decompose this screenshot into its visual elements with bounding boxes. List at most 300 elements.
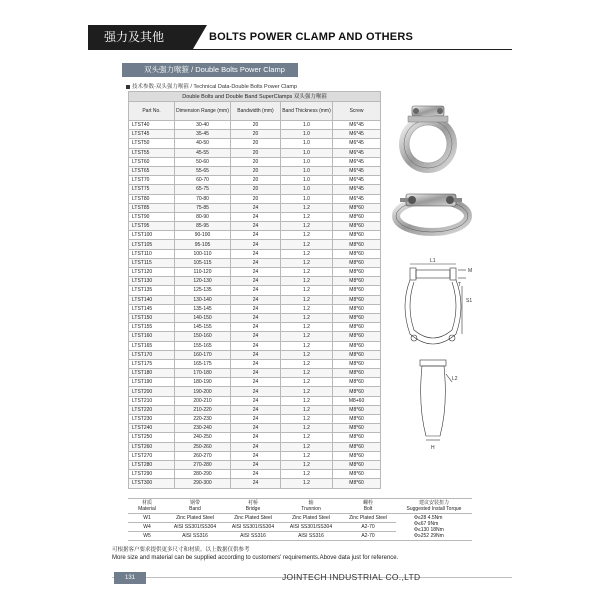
cell-screw: M6*45 — [333, 121, 381, 130]
cell-dimension: 250-260 — [175, 442, 231, 451]
cell-thickness: 1.2 — [281, 415, 333, 424]
cell-dimension: 230-240 — [175, 424, 231, 433]
cell-bandwidth: 24 — [231, 415, 281, 424]
cell-thickness: 1.2 — [281, 442, 333, 451]
cell-dimension: 210-220 — [175, 405, 231, 414]
cell-bandwidth: 24 — [231, 231, 281, 240]
cell-thickness: 1.2 — [281, 332, 333, 341]
mat-header-band — [166, 499, 224, 514]
mat-cell: W1 — [128, 514, 166, 523]
cell-bandwidth: 24 — [231, 203, 281, 212]
cell-part-no: LTST40 — [129, 121, 175, 130]
cell-part-no: LTST50 — [129, 139, 175, 148]
cell-bandwidth: 24 — [231, 212, 281, 221]
cell-screw: M8*60 — [333, 203, 381, 212]
cell-thickness: 1.2 — [281, 258, 333, 267]
cell-bandwidth: 24 — [231, 323, 281, 332]
cell-part-no: LTST130 — [129, 277, 175, 286]
cell-part-no: LTST60 — [129, 157, 175, 166]
cell-screw: M8*60 — [333, 323, 381, 332]
col-header-dimension: Dimension Range (mm) — [175, 102, 231, 121]
table-caption: Double Bolts and Double Band SuperClamps 双头强力喉箍 — [129, 92, 381, 102]
table-row — [129, 424, 381, 433]
cell-dimension: 75-85 — [175, 203, 231, 212]
dim-label-l1: L1 — [430, 258, 436, 264]
cell-dimension: 100-110 — [175, 249, 231, 258]
mat-header-torque-en: Suggested Install Torque — [406, 506, 462, 512]
cell-bandwidth: 24 — [231, 295, 281, 304]
header-title-cn: 强力及其他 — [88, 25, 193, 49]
cell-part-no: LTST165 — [129, 341, 175, 350]
table-row — [129, 176, 381, 185]
table-row — [129, 433, 381, 442]
mat-cell: Zinc Plated Steel — [166, 514, 224, 523]
col-header-part-no: Part No. — [129, 102, 175, 121]
cell-dimension: 165-175 — [175, 359, 231, 368]
cell-thickness: 1.2 — [281, 323, 333, 332]
table-row — [129, 313, 381, 322]
cell-thickness: 1.2 — [281, 470, 333, 479]
cell-bandwidth: 24 — [231, 249, 281, 258]
table-row — [129, 359, 381, 368]
cell-dimension: 35-45 — [175, 130, 231, 139]
table-row — [129, 139, 381, 148]
cell-part-no: LTST180 — [129, 369, 175, 378]
clamp-technical-drawing — [396, 256, 476, 466]
cell-thickness: 1.2 — [281, 433, 333, 442]
table-row — [129, 268, 381, 277]
cell-part-no: LTST170 — [129, 350, 175, 359]
mat-cell: A2-70 — [340, 532, 396, 541]
mat-cell: AISI SS301/SS304 — [166, 523, 224, 532]
cell-bandwidth: 24 — [231, 479, 281, 488]
cell-thickness: 1.0 — [281, 176, 333, 185]
cell-dimension: 40-50 — [175, 139, 231, 148]
table-row — [129, 442, 381, 451]
cell-dimension: 180-190 — [175, 378, 231, 387]
mat-header-torque — [396, 499, 472, 514]
cell-bandwidth: 24 — [231, 470, 281, 479]
table-row — [129, 295, 381, 304]
table-row — [129, 212, 381, 221]
torque-list — [396, 514, 472, 541]
cell-screw: M8*60 — [333, 415, 381, 424]
mat-cell: AISI SS301/SS304 — [282, 523, 340, 532]
table-row — [129, 350, 381, 359]
cell-bandwidth: 20 — [231, 157, 281, 166]
cell-part-no: LTST160 — [129, 332, 175, 341]
cell-screw: M8*60 — [333, 369, 381, 378]
mat-header-trunnion-en: Trunnion — [301, 506, 321, 512]
cell-part-no: LTST70 — [129, 176, 175, 185]
col-header-screw: Screw — [333, 102, 381, 121]
dim-label-t: T — [458, 282, 462, 288]
table-row — [129, 332, 381, 341]
cell-screw: M8*60 — [333, 442, 381, 451]
table-row — [129, 222, 381, 231]
table-row — [129, 166, 381, 175]
cell-dimension: 80-90 — [175, 212, 231, 221]
cell-bandwidth: 24 — [231, 240, 281, 249]
cell-thickness: 1.2 — [281, 396, 333, 405]
cell-bandwidth: 24 — [231, 277, 281, 286]
cell-thickness: 1.0 — [281, 139, 333, 148]
cell-dimension: 135-145 — [175, 304, 231, 313]
cell-thickness: 1.2 — [281, 212, 333, 221]
cell-dimension: 130-140 — [175, 295, 231, 304]
cell-screw: M8*60 — [333, 387, 381, 396]
cell-thickness: 1.0 — [281, 148, 333, 157]
cell-screw: M8*60 — [333, 460, 381, 469]
mat-cell: W5 — [128, 532, 166, 541]
cell-screw: M8*60 — [333, 212, 381, 221]
cell-screw: M8*60 — [333, 341, 381, 350]
cell-bandwidth: 24 — [231, 222, 281, 231]
table-row — [129, 405, 381, 414]
torque-item: Φ≤28 4.5Nm — [414, 515, 443, 521]
cell-dimension: 85-95 — [175, 222, 231, 231]
cell-screw: M6*45 — [333, 130, 381, 139]
cell-screw: M6*45 — [333, 194, 381, 203]
mat-header-torque-cn: 建议安装扭力 — [418, 500, 449, 506]
cell-dimension: 105-115 — [175, 258, 231, 267]
cell-screw: M8*60 — [333, 295, 381, 304]
cell-thickness: 1.2 — [281, 405, 333, 414]
table-row — [129, 231, 381, 240]
cell-screw: M8*60 — [333, 405, 381, 414]
col-header-bandwidth: Bandwidth (mm) — [231, 102, 281, 121]
cell-part-no: LTST260 — [129, 442, 175, 451]
cell-part-no: LTST120 — [129, 268, 175, 277]
table-row — [129, 286, 381, 295]
cell-dimension: 150-160 — [175, 332, 231, 341]
table-row — [129, 460, 381, 469]
cell-part-no: LTST90 — [129, 212, 175, 221]
cell-bandwidth: 20 — [231, 121, 281, 130]
cell-part-no: LTST220 — [129, 405, 175, 414]
cell-thickness: 1.0 — [281, 166, 333, 175]
cell-dimension: 55-65 — [175, 166, 231, 175]
cell-part-no: LTST80 — [129, 194, 175, 203]
spec-table — [128, 91, 381, 489]
clamp-photo-angle — [392, 188, 472, 236]
dim-label-s1: S1 — [466, 298, 473, 304]
cell-thickness: 1.2 — [281, 222, 333, 231]
square-bullet-icon — [126, 85, 130, 89]
cell-dimension: 110-120 — [175, 268, 231, 277]
cell-part-no: LTST250 — [129, 433, 175, 442]
cell-thickness: 1.0 — [281, 121, 333, 130]
table-row — [129, 304, 381, 313]
mat-cell: AISI SS316 — [224, 532, 282, 541]
cell-part-no: LTST45 — [129, 130, 175, 139]
mat-header-material-cn: 材质 — [141, 500, 152, 506]
cell-dimension: 260-270 — [175, 451, 231, 460]
cell-part-no: LTST230 — [129, 415, 175, 424]
dim-label-h: H — [431, 445, 435, 451]
cell-screw: M8*60 — [333, 304, 381, 313]
cell-dimension: 90-100 — [175, 231, 231, 240]
cell-bandwidth: 24 — [231, 268, 281, 277]
cell-bandwidth: 20 — [231, 148, 281, 157]
cell-thickness: 1.2 — [281, 424, 333, 433]
cell-screw: M6*45 — [333, 166, 381, 175]
cell-part-no: LTST65 — [129, 166, 175, 175]
table-row — [129, 470, 381, 479]
cell-screw: M8*60 — [333, 451, 381, 460]
table-row — [129, 451, 381, 460]
cell-part-no: LTST145 — [129, 304, 175, 313]
tech-data-text: 技术参数-双头强力喉箍 / Technical Data-Double Bolts Power Clamp — [132, 84, 298, 90]
cell-screw: M8*60 — [333, 313, 381, 322]
cell-bandwidth: 24 — [231, 359, 281, 368]
cell-bandwidth: 24 — [231, 460, 281, 469]
cell-screw: M8*60 — [333, 286, 381, 295]
table-row — [129, 194, 381, 203]
table-row — [129, 387, 381, 396]
cell-dimension: 200-210 — [175, 396, 231, 405]
mat-header-bolt — [340, 499, 396, 514]
cell-part-no: LTST300 — [129, 479, 175, 488]
cell-dimension: 270-280 — [175, 460, 231, 469]
header-title-en: BOLTS POWER CLAMP AND OTHERS — [209, 31, 414, 43]
cell-thickness: 1.2 — [281, 277, 333, 286]
mat-header-material — [128, 499, 166, 514]
cell-part-no: LTST200 — [129, 387, 175, 396]
cell-screw: M8*60 — [333, 240, 381, 249]
cell-bandwidth: 24 — [231, 350, 281, 359]
cell-bandwidth: 24 — [231, 369, 281, 378]
cell-bandwidth: 20 — [231, 166, 281, 175]
mat-cell: Zinc Plated Steel — [224, 514, 282, 523]
tech-data-label — [126, 82, 297, 90]
cell-bandwidth: 24 — [231, 341, 281, 350]
mat-header-bolt-cn: 螺栓 — [362, 500, 373, 506]
table-row — [129, 415, 381, 424]
cell-bandwidth: 24 — [231, 451, 281, 460]
mat-header-bridge-en: Bridge — [245, 506, 261, 512]
cell-dimension: 220-230 — [175, 415, 231, 424]
cell-part-no: LTST110 — [129, 249, 175, 258]
cell-dimension: 145-155 — [175, 323, 231, 332]
cell-bandwidth: 24 — [231, 396, 281, 405]
dim-label-m: M — [468, 268, 473, 274]
cell-screw: M8*60 — [333, 359, 381, 368]
table-row — [129, 323, 381, 332]
cell-screw: M8*60 — [333, 222, 381, 231]
cell-bandwidth: 20 — [231, 139, 281, 148]
cell-bandwidth: 20 — [231, 185, 281, 194]
table-row — [129, 148, 381, 157]
cell-thickness: 1.2 — [281, 249, 333, 258]
cell-bandwidth: 24 — [231, 405, 281, 414]
table-row — [129, 249, 381, 258]
cell-bandwidth: 24 — [231, 332, 281, 341]
cell-part-no: LTST95 — [129, 222, 175, 231]
cell-thickness: 1.0 — [281, 194, 333, 203]
cell-part-no: LTST270 — [129, 451, 175, 460]
cell-screw: M6*45 — [333, 185, 381, 194]
cell-bandwidth: 24 — [231, 286, 281, 295]
cell-thickness: 1.2 — [281, 240, 333, 249]
cell-thickness: 1.2 — [281, 231, 333, 240]
cell-thickness: 1.2 — [281, 451, 333, 460]
mat-header-material-en: Material — [138, 506, 156, 512]
cell-bandwidth: 24 — [231, 304, 281, 313]
cell-dimension: 65-75 — [175, 185, 231, 194]
cell-thickness: 1.2 — [281, 286, 333, 295]
cell-part-no: LTST85 — [129, 203, 175, 212]
cell-screw: M8*60 — [333, 258, 381, 267]
cell-dimension: 190-200 — [175, 387, 231, 396]
cell-bandwidth: 20 — [231, 176, 281, 185]
cell-thickness: 1.2 — [281, 203, 333, 212]
dim-label-l2: L2 — [452, 376, 458, 382]
cell-screw: M8*60 — [333, 231, 381, 240]
cell-screw: M8*60 — [333, 350, 381, 359]
cell-screw: M6*45 — [333, 139, 381, 148]
torque-item: Φ≥252 29Nm — [414, 533, 444, 539]
cell-dimension: 280-290 — [175, 470, 231, 479]
mat-cell: AISI SS316 — [166, 532, 224, 541]
cell-dimension: 45-55 — [175, 148, 231, 157]
cell-part-no: LTST100 — [129, 231, 175, 240]
section-title: 双头强力喉箍 / Double Bolts Power Clamp — [122, 63, 298, 77]
cell-thickness: 1.2 — [281, 460, 333, 469]
cell-screw: M8*60 — [333, 249, 381, 258]
cell-thickness: 1.2 — [281, 350, 333, 359]
cell-screw: M6*45 — [333, 176, 381, 185]
cell-part-no: LTST280 — [129, 460, 175, 469]
mat-header-bridge — [224, 499, 282, 514]
cell-thickness: 1.2 — [281, 341, 333, 350]
cell-bandwidth: 24 — [231, 424, 281, 433]
cell-part-no: LTST190 — [129, 378, 175, 387]
cell-dimension: 120-130 — [175, 277, 231, 286]
cell-part-no: LTST140 — [129, 295, 175, 304]
torque-item: Φ≤130 18Nm — [414, 527, 444, 533]
mat-header-band-cn: 钢带 — [189, 500, 200, 506]
table-row — [129, 121, 381, 130]
mat-cell: AISI SS316 — [282, 532, 340, 541]
mat-header-band-en: Band — [189, 506, 201, 512]
mat-header-trunnion — [282, 499, 340, 514]
cell-part-no: LTST175 — [129, 359, 175, 368]
cell-dimension: 95-105 — [175, 240, 231, 249]
cell-dimension: 140-150 — [175, 313, 231, 322]
cell-dimension: 170-180 — [175, 369, 231, 378]
cell-dimension: 30-40 — [175, 121, 231, 130]
cell-bandwidth: 24 — [231, 258, 281, 267]
mat-header-bridge-cn: 衬桥 — [247, 500, 258, 506]
mat-cell: W4 — [128, 523, 166, 532]
table-row — [129, 203, 381, 212]
cell-dimension: 125-135 — [175, 286, 231, 295]
cell-thickness: 1.2 — [281, 295, 333, 304]
table-row — [129, 277, 381, 286]
table-row — [129, 157, 381, 166]
cell-screw: M6*45 — [333, 157, 381, 166]
note-cn: 可根据客户要求提供更多尺寸和材质。以上数据仅供参考 — [112, 547, 250, 553]
cell-part-no: LTST105 — [129, 240, 175, 249]
cell-part-no: LTST115 — [129, 258, 175, 267]
cell-dimension: 290-300 — [175, 479, 231, 488]
cell-part-no: LTST55 — [129, 148, 175, 157]
cell-screw: M8*60 — [333, 433, 381, 442]
mat-header-trunnion-cn: 轴 — [308, 500, 314, 506]
cell-part-no: LTST135 — [129, 286, 175, 295]
cell-dimension: 60-70 — [175, 176, 231, 185]
table-row — [129, 378, 381, 387]
table-row — [129, 479, 381, 488]
cell-thickness: 1.2 — [281, 313, 333, 322]
cell-thickness: 1.2 — [281, 268, 333, 277]
header-rule — [88, 49, 512, 50]
cell-bandwidth: 20 — [231, 130, 281, 139]
cell-screw: M8+60 — [333, 396, 381, 405]
mat-cell: AISI SS301/SS304 — [224, 523, 282, 532]
cell-screw: M8*60 — [333, 378, 381, 387]
cell-screw: M8*60 — [333, 277, 381, 286]
cell-screw: M8*60 — [333, 479, 381, 488]
company-name: JOINTECH INDUSTRIAL CO.,LTD — [282, 572, 421, 582]
table-row — [129, 369, 381, 378]
table-row — [129, 396, 381, 405]
cell-thickness: 1.2 — [281, 359, 333, 368]
table-row — [129, 240, 381, 249]
cell-part-no: LTST210 — [129, 396, 175, 405]
cell-bandwidth: 24 — [231, 387, 281, 396]
torque-item: Φ≤67 9Nm — [414, 521, 439, 527]
cell-thickness: 1.2 — [281, 479, 333, 488]
cell-part-no: LTST155 — [129, 323, 175, 332]
material-table — [128, 498, 472, 541]
cell-thickness: 1.2 — [281, 369, 333, 378]
cell-thickness: 1.2 — [281, 378, 333, 387]
col-header-thickness: Band Thickness (mm) — [281, 102, 333, 121]
cell-thickness: 1.2 — [281, 387, 333, 396]
cell-screw: M8*60 — [333, 332, 381, 341]
cell-bandwidth: 20 — [231, 194, 281, 203]
page-header — [88, 25, 512, 49]
cell-thickness: 1.0 — [281, 185, 333, 194]
cell-dimension: 70-80 — [175, 194, 231, 203]
page-number: 131 — [114, 572, 146, 584]
cell-thickness: 1.0 — [281, 157, 333, 166]
cell-dimension: 50-60 — [175, 157, 231, 166]
cell-bandwidth: 24 — [231, 442, 281, 451]
table-row — [129, 341, 381, 350]
table-row — [129, 258, 381, 267]
cell-screw: M8*60 — [333, 424, 381, 433]
reference-note — [112, 546, 398, 562]
cell-dimension: 240-250 — [175, 433, 231, 442]
cell-bandwidth: 24 — [231, 378, 281, 387]
mat-cell: Zinc Plated Steel — [282, 514, 340, 523]
cell-bandwidth: 24 — [231, 433, 281, 442]
cell-part-no: LTST75 — [129, 185, 175, 194]
cell-thickness: 1.0 — [281, 130, 333, 139]
clamp-photo-top — [398, 102, 460, 174]
cell-dimension: 160-170 — [175, 350, 231, 359]
cell-part-no: LTST240 — [129, 424, 175, 433]
cell-dimension: 155-165 — [175, 341, 231, 350]
cell-screw: M8*60 — [333, 268, 381, 277]
mat-cell: Zinc Plated Steel — [340, 514, 396, 523]
mat-header-bolt-en: Bolt — [363, 506, 373, 512]
table-row — [129, 130, 381, 139]
header-slant — [193, 25, 207, 49]
